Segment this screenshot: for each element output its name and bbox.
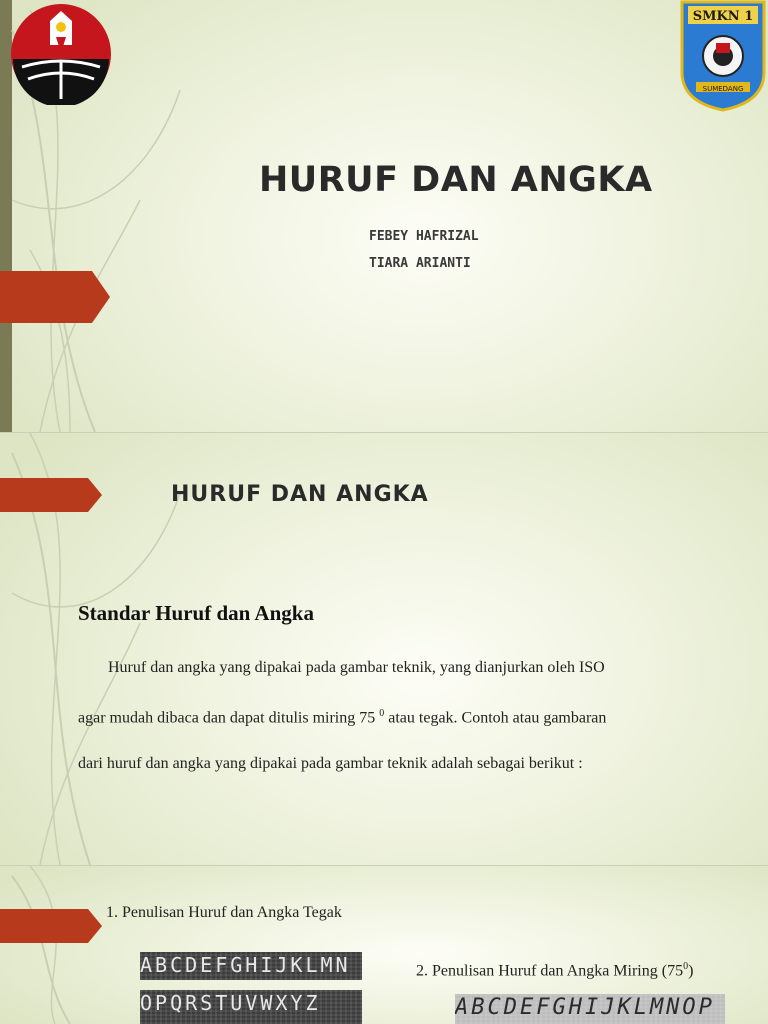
red-arrow-tab [0, 478, 104, 512]
author-name-2: TIARA ARIANTI [369, 256, 471, 271]
body-paragraph [78, 645, 728, 787]
author-name-1: FEBEY HAFRIZAL [369, 229, 479, 244]
paragraph-line-3: dari huruf dan angka yang dipakai pada gambar teknik adalah sebagai berikut : [78, 755, 583, 773]
decorative-swirl-lines [0, 0, 768, 432]
title-slide-heading: HURUF DAN ANGKA [259, 160, 653, 200]
red-arrow-tab [0, 909, 104, 943]
svg-text:SUMEDANG: SUMEDANG [702, 85, 744, 93]
university-logo [10, 3, 114, 105]
upright-letter-sample-1: ABCDEFGHIJKLMN [140, 952, 362, 980]
slide-heading: HURUF DAN ANGKA [171, 482, 429, 507]
list-item-italic: 2. Penulisan Huruf dan Angka Miring $(75^0)$ [416, 961, 694, 980]
upright-letter-sample-2: OPQRSTUVWXYZ [140, 990, 362, 1024]
slide-title [0, 0, 768, 432]
school-logo [678, 0, 768, 112]
red-arrow-tab [0, 271, 112, 323]
italic-letter-sample: ABCDEFGHIJKLMNOP [455, 994, 725, 1024]
slide-standard-text [0, 433, 768, 865]
section-subtitle: Standar Huruf dan Angka [78, 601, 314, 625]
paragraph-line-1: Huruf dan angka yang dipakai pada gambar teknik, yang dianjurkan oleh ISO [108, 659, 605, 676]
slide-examples [0, 866, 768, 1024]
svg-text:SMKN 1: SMKN 1 [692, 9, 754, 24]
list-item-upright: 1. Penulisan Huruf dan Angka Tegak [106, 904, 342, 921]
paragraph-line-2: agar mudah dibaca dan dapat ditulis miring 75 $^0$ atau tegak. Contoh atau gambaran [78, 708, 607, 727]
